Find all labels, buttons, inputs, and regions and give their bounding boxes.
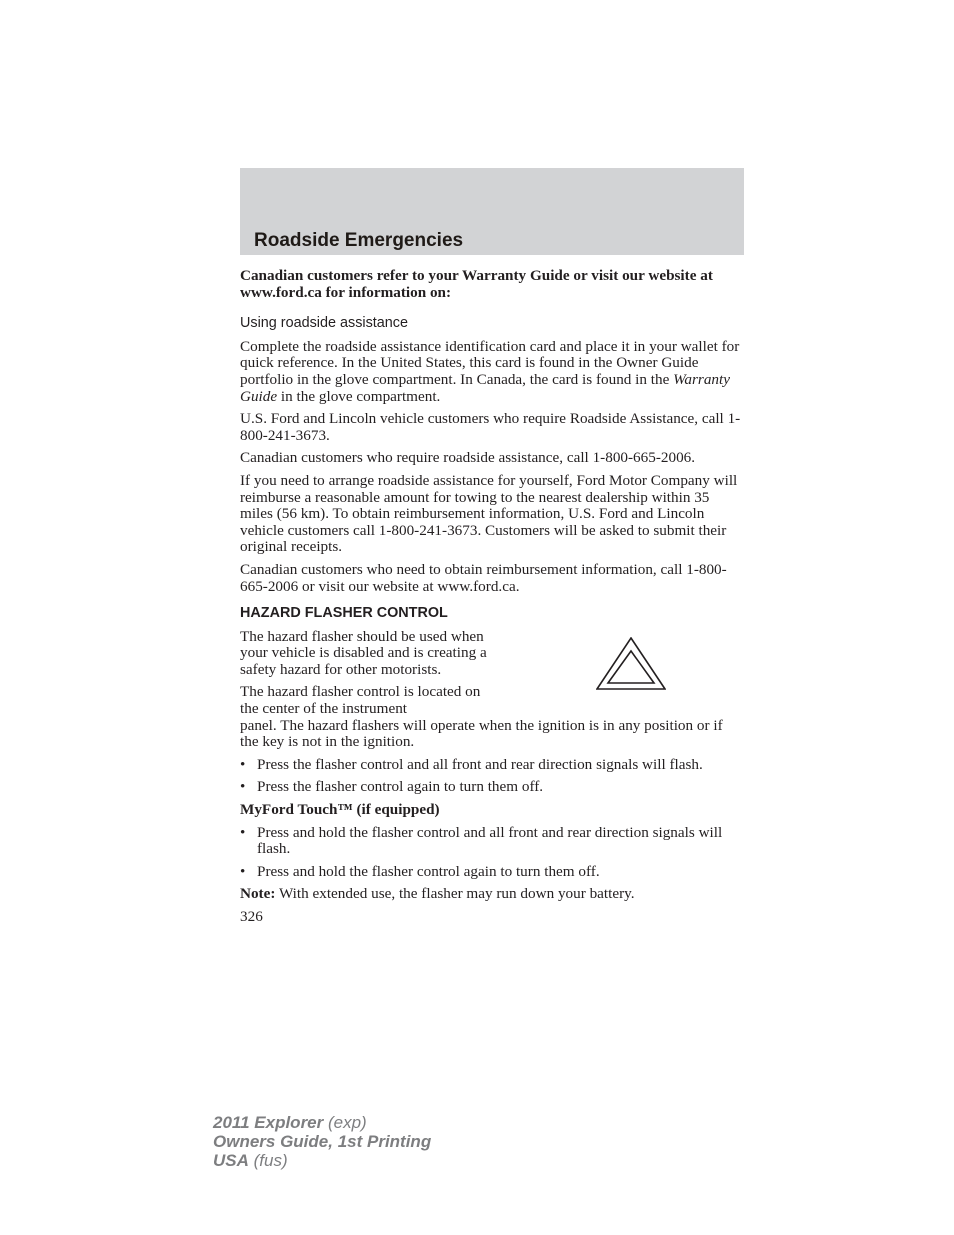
section-header-band <box>240 168 744 255</box>
list-item: • Press and hold the flasher control again to turn them off. <box>240 862 600 880</box>
roadside-paragraph-4: If you need to arrange roadside assistance for yourself, Ford Motor Company will reimburse a reasonable amount for towing to the nearest dealership within 35 miles (56 km). To obtain reimbursement information, U.S. Ford and Lincoln vehicle customers call 1-800-241-3673. Customers will be asked to submit their original receipts. <box>240 471 738 556</box>
list-item: • Press the flasher control again to turn them off. <box>240 778 544 796</box>
warranty-guide-italic: Warranty Guide <box>240 370 730 405</box>
hazard-heading: HAZARD FLASHER CONTROL <box>240 605 448 622</box>
footer-line-model: 2011 Explorer (exp) <box>213 1113 367 1132</box>
bullet-icon: • <box>240 755 246 773</box>
roadside-paragraph-5: Canadian customers who need to obtain reimbursement information, call 1-800-665-2006 or visit our website at www.ford.ca. <box>240 560 727 595</box>
myford-bullet-list <box>240 825 744 881</box>
list-item: • Press and hold the flasher control and all front and rear direction signals will flash. <box>240 823 723 858</box>
footer-line-edition: Owners Guide, 1st Printing <box>213 1132 432 1151</box>
note-label: Note: <box>240 885 276 903</box>
bullet-icon: • <box>240 862 246 880</box>
section-title: Roadside Emergencies <box>254 230 464 251</box>
page-content <box>240 268 744 926</box>
hazard-paragraph-2a: The hazard flasher control is located on the center of the instrument <box>240 683 481 718</box>
roadside-heading: Using roadside assistance <box>240 315 408 332</box>
hazard-paragraph-1: The hazard flasher should be used when your vehicle is disabled and is creating a safety hazard for other motorists. <box>240 627 487 678</box>
hazard-triangle-icon <box>596 637 666 691</box>
bullet-icon: • <box>240 823 246 841</box>
hazard-block <box>240 629 744 751</box>
bullet-icon: • <box>240 778 246 796</box>
hazard-paragraph-2b: panel. The hazard flashers will operate when the ignition is in any position or if the key is not in the ignition. <box>240 716 723 751</box>
roadside-paragraph-2: U.S. Ford and Lincoln vehicle customers who require Roadside Assistance, call 1-800-241-3673. <box>240 410 741 444</box>
myford-heading: MyFord Touch™ (if equipped) <box>240 801 440 819</box>
page-number: 326 <box>240 908 263 925</box>
hazard-bullet-list <box>240 757 744 796</box>
roadside-paragraph-1: Complete the roadside assistance identification card and place it in your wallet for quick reference. In the United States, this card is found in the Owner Guide portfolio in the glove compartment. In Canada, the card is found in the Warranty Guide in the glove compartment. <box>240 337 740 405</box>
footer-line-market: USA (fus) <box>213 1151 288 1170</box>
roadside-paragraph-3: Canadian customers who require roadside assistance, call 1-800-665-2006. <box>240 449 696 467</box>
battery-note: Note: With extended use, the flasher may run down your battery. <box>240 885 635 903</box>
canadian-intro: Canadian customers refer to your Warranty Guide or visit our website at www.ford.ca for information on: <box>240 267 713 301</box>
document-footer <box>213 1113 431 1170</box>
list-item: • Press the flasher control and all front and rear direction signals will flash. <box>240 755 703 773</box>
